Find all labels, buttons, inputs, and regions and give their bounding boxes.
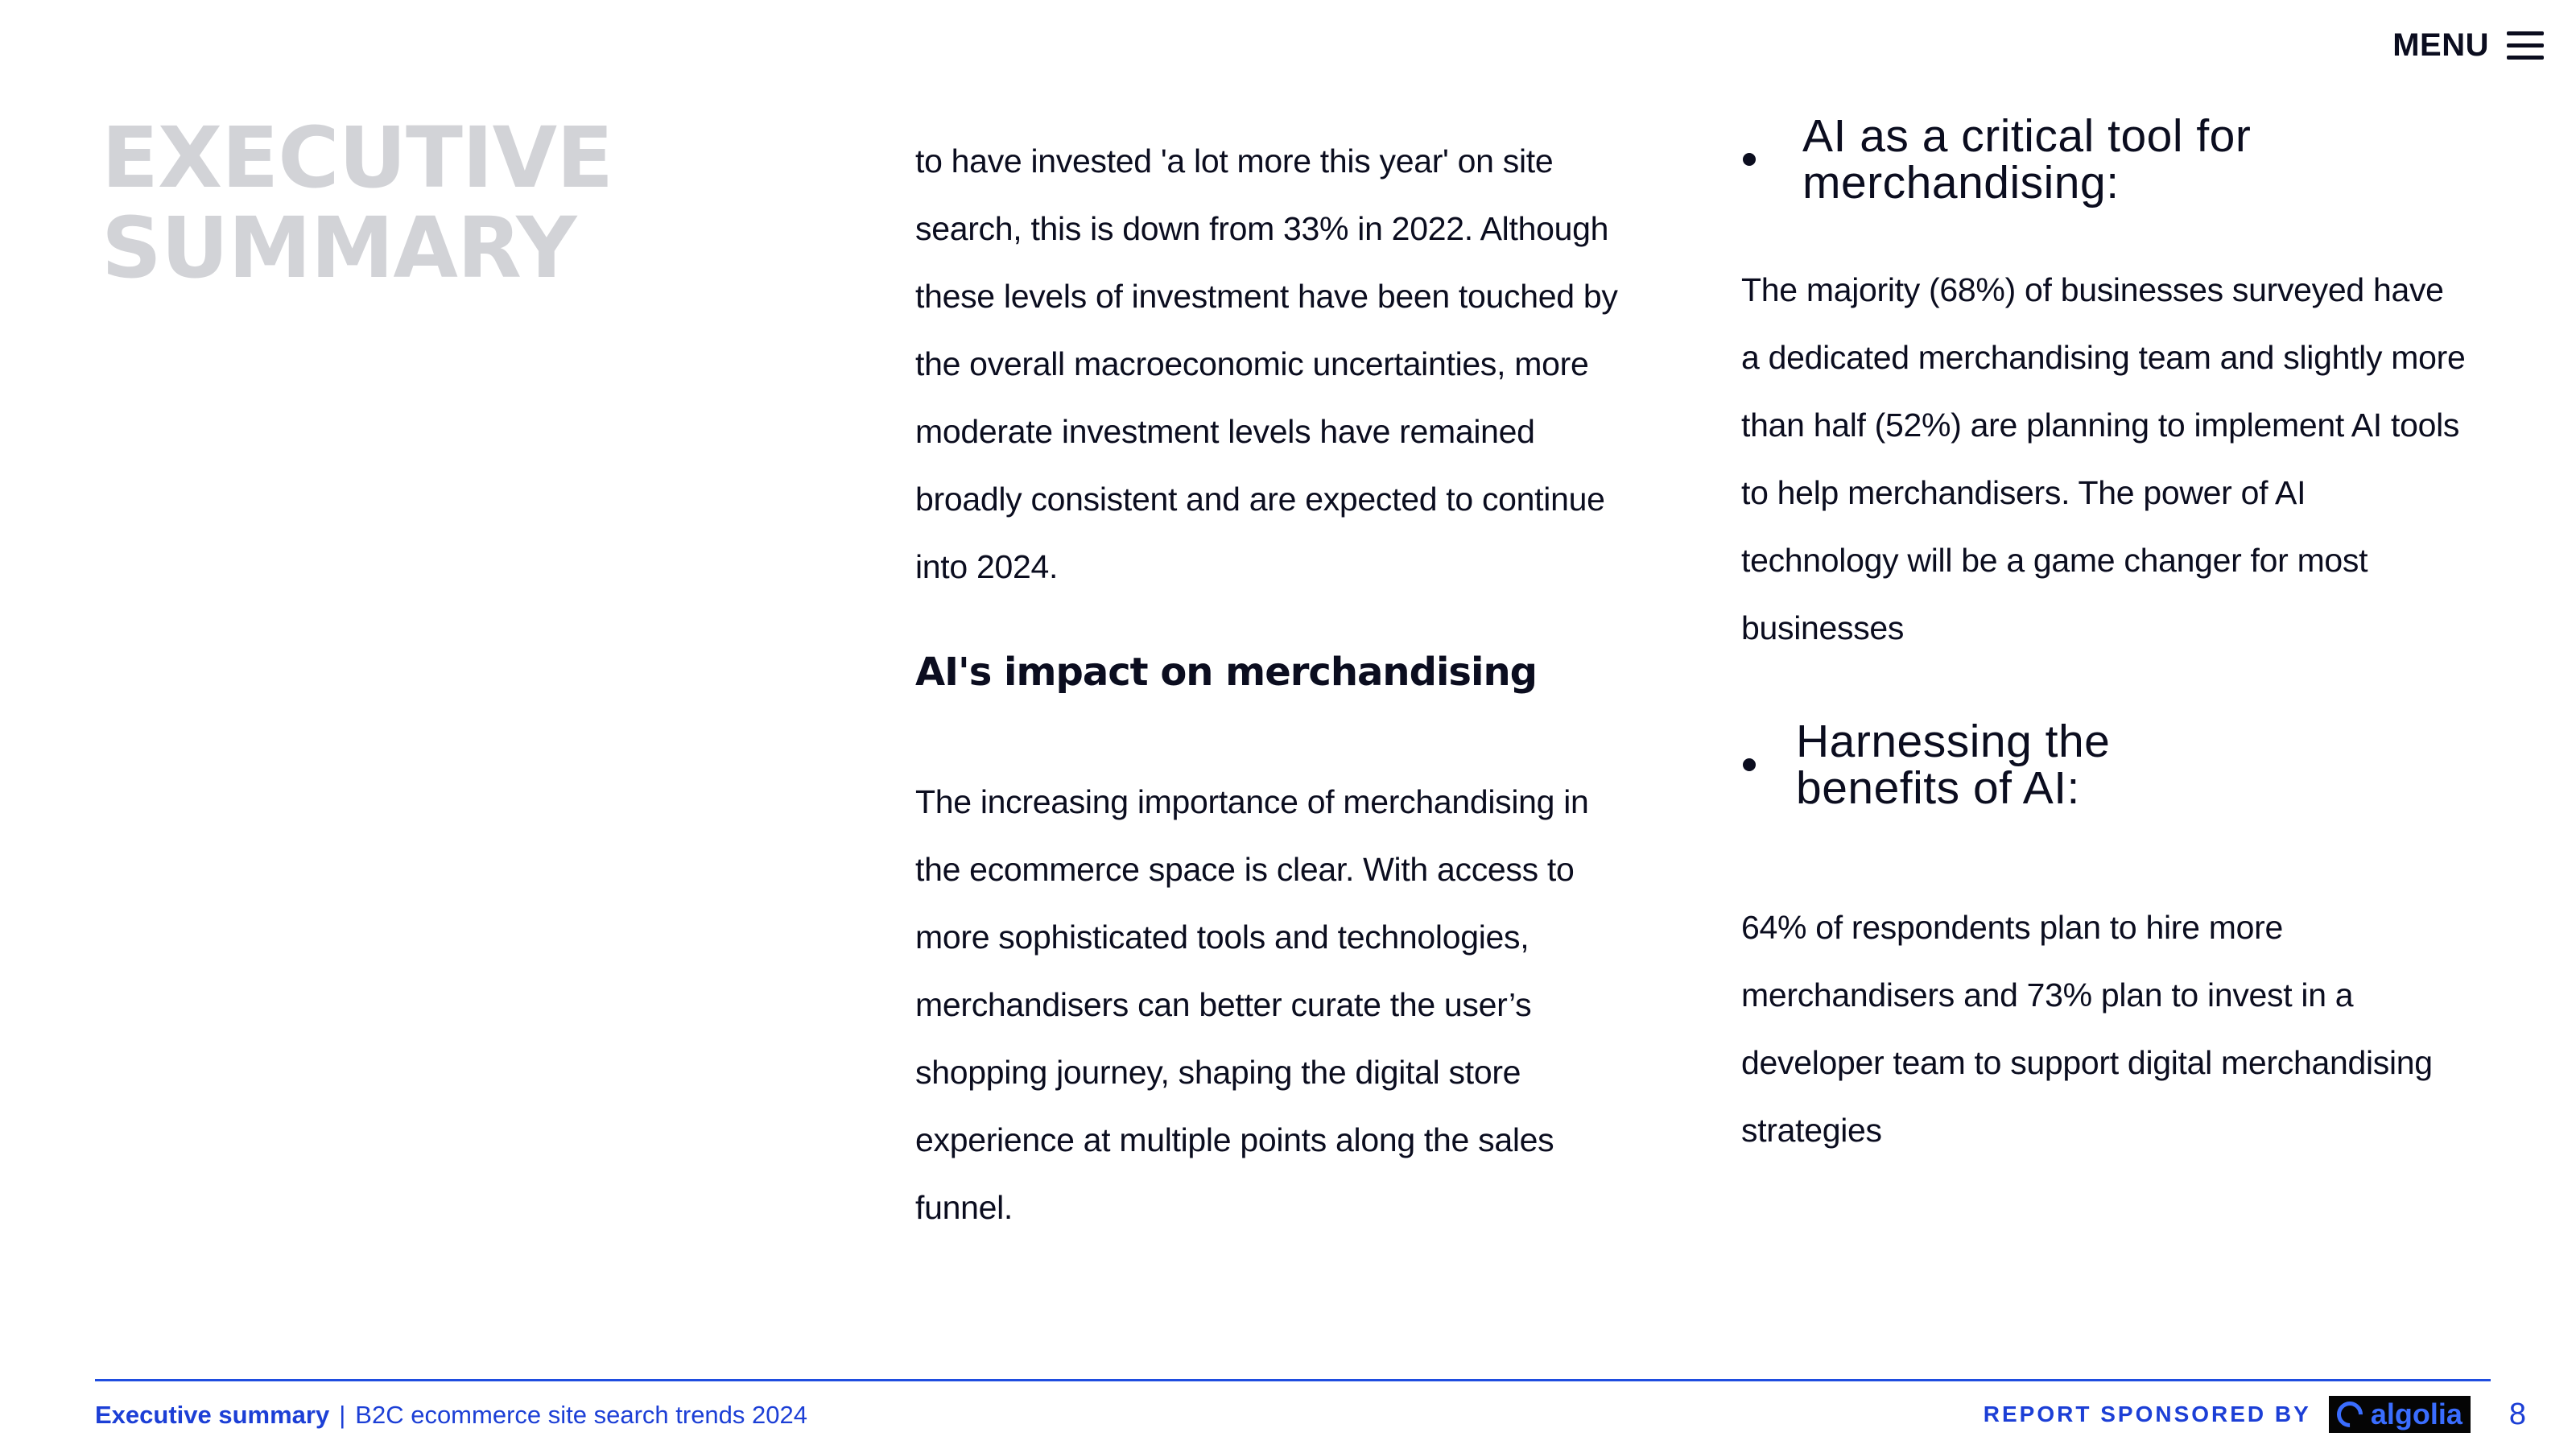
middle-column <box>915 127 1640 1241</box>
bullet-dot-icon <box>1743 758 1756 771</box>
ai-impact-heading: AI's impact on merchandising <box>915 650 1537 695</box>
footer-section-link[interactable]: Executive summary <box>95 1401 330 1429</box>
hamburger-icon[interactable] <box>2507 31 2544 60</box>
sponsor-label: REPORT SPONSORED BY <box>1983 1402 2311 1426</box>
right-column <box>1741 110 2466 1164</box>
footer-sponsor <box>1984 1396 2526 1433</box>
algolia-logo-icon <box>2331 1396 2368 1432</box>
logo-text: algolia <box>2370 1397 2462 1430</box>
section-title-line1: EXECUTIVE <box>101 109 613 207</box>
footer-report-title: B2C ecommerce site search trends 2024 <box>355 1401 807 1429</box>
footer-breadcrumb <box>95 1401 807 1430</box>
section-title-line2: SUMMARY <box>101 199 576 297</box>
algolia-logo[interactable] <box>2329 1396 2471 1433</box>
footer-separator: | <box>339 1401 346 1429</box>
middle-paragraph-1: to have invested 'a lot more this year' on site search, this is down from 33% in 2022. Although these levels of investment have been touched by the overall macroeconomic uncertainties, more moderate investment levels have remained broadly consistent and are expected to continue into 2024. <box>915 142 1618 585</box>
bullet-dot-icon <box>1743 153 1756 166</box>
bullet-heading-2-text: Harnessing the benefits of AI: <box>1796 716 2111 814</box>
bullet-heading-2 <box>1741 716 2466 814</box>
right-paragraph-2: 64% of respondents plan to hire more merchandisers and 73% plan to invest in a developer team to support digital merchandising strategies <box>1741 909 2433 1149</box>
page-number: 8 <box>2508 1397 2526 1431</box>
section-title <box>101 109 613 297</box>
menu-label: MENU <box>2392 27 2489 63</box>
menu-button[interactable] <box>2392 27 2544 64</box>
footer-divider <box>95 1379 2491 1381</box>
right-paragraph-1: The majority (68%) of businesses surveyed have a dedicated merchandising team and slightly more than half (52%) are planning to implement AI tools to help merchandisers. The power of AI technology will be a game changer for most businesses <box>1741 271 2466 646</box>
bullet-heading-1-text: AI as a critical tool for merchandising: <box>1802 110 2252 208</box>
bullet-heading-1 <box>1741 110 2466 208</box>
middle-paragraph-2: The increasing importance of merchandising in the ecommerce space is clear. With access to more sophisticated tools and technologies, merchandisers can better curate the user’s shopping journey, shaping the digital store experience at multiple points along the sales funnel. <box>915 783 1589 1226</box>
